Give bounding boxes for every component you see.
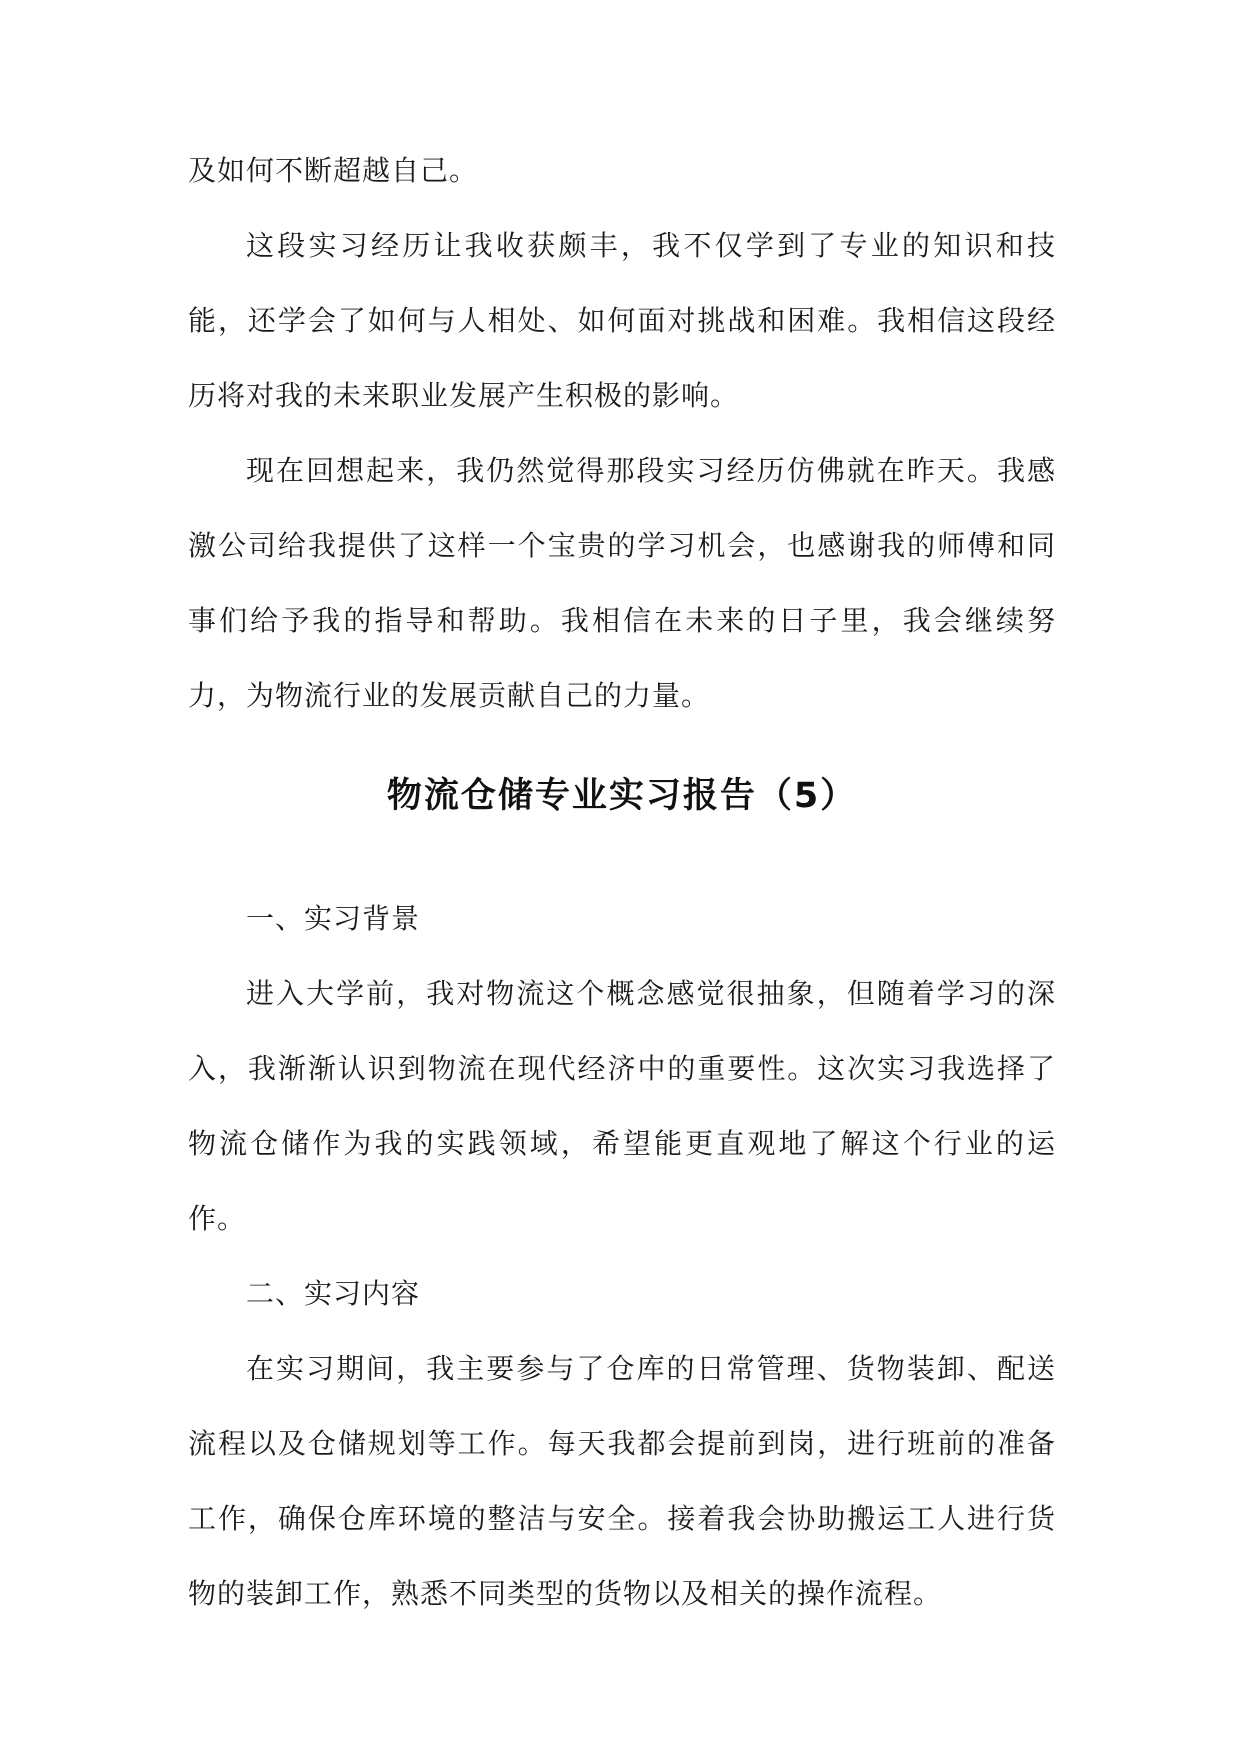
- paragraph-reflection: 现在回想起来，我仍然觉得那段实习经历仿佛就在昨天。我感激公司给我提供了这样一个宝贵的学习机会，也感谢我的师傅和同事们给予我的指导和帮助。我相信在未来的日子里，我会继续努力，为物流行业的发展贡献自己的力量。: [188, 454, 1056, 712]
- section-background-heading: 一、实习背景: [246, 902, 421, 935]
- document-body: [188, 133, 1056, 1631]
- section-content-heading: 二、实习内容: [246, 1277, 421, 1310]
- section-background-text: 进入大学前，我对物流这个概念感觉很抽象，但随着学习的深入，我渐渐认识到物流在现代经济中的重要性。这次实习我选择了物流仓储作为我的实践领域，希望能更直观地了解这个行业的运作。: [188, 977, 1056, 1235]
- report-title: 物流仓储专业实习报告（5）: [386, 776, 858, 816]
- paragraph-harvest: 这段实习经历让我收获颇丰，我不仅学到了专业的知识和技能，还学会了如何与人相处、如何面对挑战和困难。我相信这段经历将对我的未来职业发展产生积极的影响。: [188, 229, 1056, 412]
- section-content-text: 在实习期间，我主要参与了仓库的日常管理、货物装卸、配送流程以及仓储规划等工作。每天我都会提前到岗，进行班前的准备工作，确保仓库环境的整洁与安全。接着我会协助搬运工人进行货物的装卸工作，熟悉不同类型的货物以及相关的操作流程。: [188, 1352, 1056, 1610]
- continued-paragraph: 及如何不断超越自己。: [188, 154, 479, 187]
